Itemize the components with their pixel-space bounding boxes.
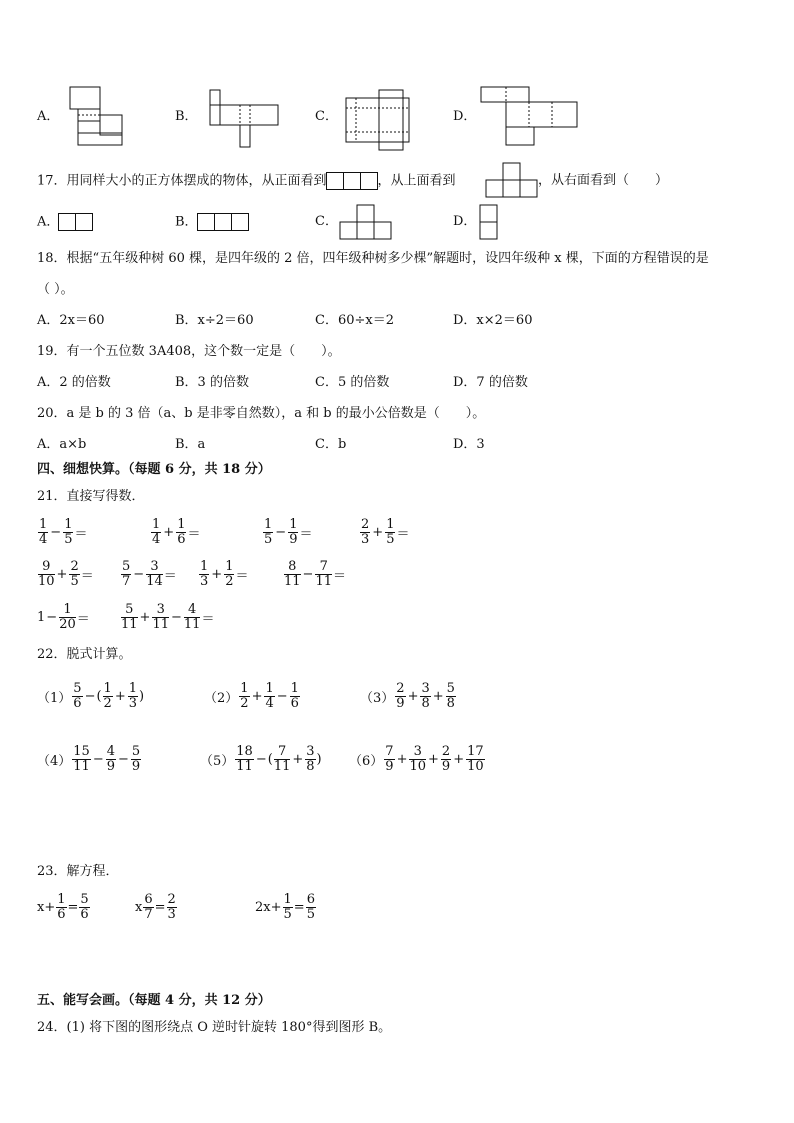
q22-problem-4: （4） $\frac{15}{11}$ − $\frac{4}{9}$ − $\frac{5}{9}$ — [37, 744, 141, 774]
q17-text-b: ，从上面看到 — [377, 173, 456, 189]
q17-option-c[interactable]: C． — [315, 214, 338, 229]
q21-item-10: $\frac{5}{11}$ + $\frac{3}{11}$ − $\frac{4}{11}$ ＝ — [121, 602, 215, 632]
q21-item-1: $\frac{1}{4}$ − $\frac{1}{5}$ ＝ — [39, 517, 88, 547]
q16-net-a — [70, 87, 125, 147]
q20-option-b[interactable]: B．a — [175, 437, 206, 452]
q19-option-b[interactable]: B．3 的倍数 — [175, 375, 249, 390]
q20-option-a[interactable]: A．a×b — [37, 437, 87, 452]
q21-item-5: $\frac{9}{10}$ + $\frac{2}{5}$ ＝ — [38, 559, 94, 589]
q23-equation-1: x+ $\frac{1}{6}$ = $\frac{5}{6}$ — [37, 892, 89, 922]
q16-option-a[interactable]: A． — [37, 109, 60, 124]
q17-question — [37, 172, 456, 191]
q23-title: 23．解方程． — [37, 864, 119, 879]
q17-text-c: ，从右面看到（ ） — [538, 173, 669, 188]
q21-item-3: $\frac{1}{5}$ − $\frac{1}{9}$ ＝ — [264, 517, 313, 547]
section5-title: 五、能写会画。（每题 4 分，共 12 分） — [37, 993, 271, 1008]
q21-item-6: $\frac{5}{7}$ − $\frac{3}{14}$ ＝ — [122, 559, 177, 589]
q18-option-b[interactable]: B．x÷2＝60 — [175, 313, 254, 328]
q16-net-b — [210, 90, 280, 148]
q17-option-a[interactable]: A． — [37, 213, 93, 232]
q18-option-c[interactable]: C．60÷x＝2 — [315, 313, 394, 328]
q17-option-d-figure — [480, 205, 498, 240]
q17-text-a: 17．用同样大小的正方体摆成的物体，从正面看到 — [37, 173, 327, 189]
q18-option-a[interactable]: A．2x＝60 — [37, 313, 105, 328]
q19-question: 19．有一个五位数 3A408，这个数一定是（ ）。 — [37, 344, 341, 359]
q22-problem-6: （6） $\frac{7}{9}$ + $\frac{3}{10}$ + $\frac{2}{9}$ + $\frac{17}{10}$ — [349, 744, 484, 774]
q22-title: 22．脱式计算。 — [37, 647, 132, 662]
q22-problem-2: （2） $\frac{1}{2}$ + $\frac{1}{4}$ − $\frac{1}{6}$ — [204, 681, 299, 711]
q17-option-b[interactable]: B． — [175, 213, 249, 232]
q16-net-c — [346, 90, 410, 150]
q19-option-c[interactable]: C．5 的倍数 — [315, 375, 390, 390]
q22-problem-5: （5） $\frac{18}{11}$ − ( $\frac{7}{11}$ + $\frac{3}{8}$ ) — [200, 744, 322, 774]
q17-top-view — [486, 163, 538, 197]
q20-option-c[interactable]: C．b — [315, 437, 347, 452]
q17-option-d[interactable]: D． — [453, 214, 477, 229]
q23-equation-3: 2x+ $\frac{1}{5}$ = $\frac{6}{5}$ — [255, 892, 315, 922]
section4-title: 四、细想快算。（每题 6 分，共 18 分） — [37, 462, 271, 477]
q21-item-4: $\frac{2}{3}$ + $\frac{1}{5}$ ＝ — [361, 517, 410, 547]
q21-item-9: 1 − $\frac{1}{20}$ ＝ — [37, 602, 90, 632]
q16-option-c[interactable]: C． — [315, 109, 338, 124]
q17-option-b-figure — [198, 213, 249, 231]
q21-item-8: $\frac{8}{11}$ − $\frac{7}{11}$ ＝ — [284, 559, 347, 589]
q24-question: 24．(1) 将下图的图形绕点 O 逆时针旋转 180°得到图形 B。 — [37, 1020, 392, 1035]
q16-option-d[interactable]: D． — [453, 109, 477, 124]
q19-option-a[interactable]: A．2 的倍数 — [37, 375, 111, 390]
q21-item-7: $\frac{1}{3}$ + $\frac{1}{2}$ ＝ — [200, 559, 249, 589]
q16-net-d — [481, 87, 578, 147]
q17-option-c-figure — [340, 205, 392, 240]
q19-option-d[interactable]: D．7 的倍数 — [453, 375, 528, 390]
q16-option-b[interactable]: B． — [175, 109, 198, 124]
q17-option-a-figure — [59, 213, 93, 231]
q22-problem-3: （3） $\frac{2}{9}$ + $\frac{3}{8}$ + $\frac{5}{8}$ — [360, 681, 455, 711]
q18-option-d[interactable]: D．x×2＝60 — [453, 313, 533, 328]
q18-question-cont: （ ）。 — [37, 282, 74, 297]
q22-problem-1: （1） $\frac{5}{6}$ − ( $\frac{1}{2}$ + $\frac{1}{3}$ ) — [37, 681, 145, 711]
q20-question: 20．a 是 b 的 3 倍（a、b 是非零自然数），a 和 b 的最小公倍数是（ ）。 — [37, 406, 486, 421]
q23-equation-2: x $\frac{6}{7}$ = $\frac{2}{3}$ — [135, 892, 176, 922]
q17-front-view — [327, 172, 378, 190]
q20-option-d[interactable]: D．3 — [453, 437, 485, 452]
q21-item-2: $\frac{1}{4}$ + $\frac{1}{6}$ ＝ — [152, 517, 201, 547]
q21-title: 21．直接写得数． — [37, 489, 145, 504]
q18-question: 18．根据“五年级种树 60 棵，是四年级的 2 倍，四年级种树多少棵”解题时，设四年级种 x 棵，下面的方程错误的是 — [37, 251, 709, 266]
